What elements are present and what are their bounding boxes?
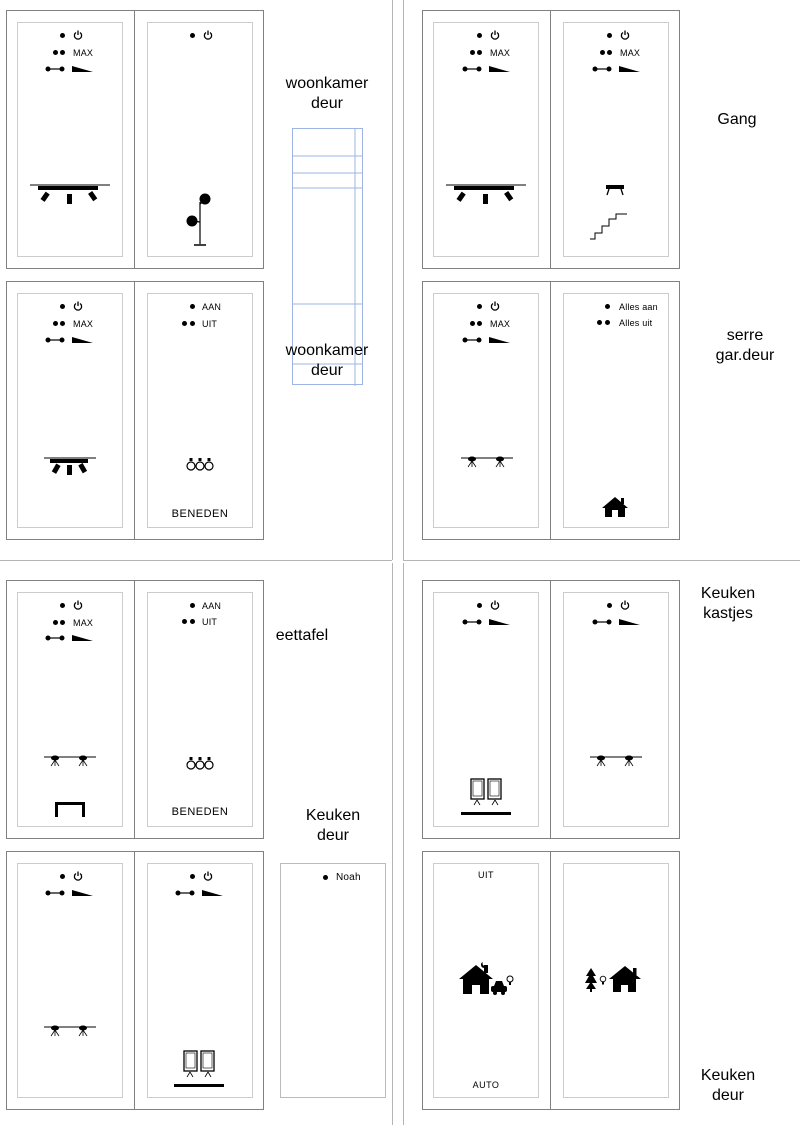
uit-label: UIT bbox=[202, 319, 218, 329]
vertical-divider-right bbox=[403, 0, 404, 560]
cabinet-icon bbox=[174, 1050, 224, 1090]
panel-split bbox=[134, 10, 135, 269]
gang-label: Gang bbox=[717, 111, 757, 128]
aan-label: AAN bbox=[202, 302, 222, 312]
panel-split bbox=[550, 10, 551, 269]
garden-house-icon bbox=[585, 965, 643, 993]
vertical-divider-bottom bbox=[392, 563, 393, 1125]
house-icon bbox=[601, 496, 629, 518]
switch-inner-left[interactable] bbox=[17, 592, 123, 827]
panel-split bbox=[134, 281, 135, 540]
spot-pair-icon bbox=[44, 1024, 96, 1038]
dimmer-icon bbox=[462, 617, 512, 627]
panel-split bbox=[550, 580, 551, 839]
uit-caption: UIT bbox=[478, 870, 494, 880]
max-label: MAX bbox=[73, 48, 94, 58]
house-car-icon bbox=[458, 960, 516, 996]
dimmer-icon bbox=[45, 633, 95, 643]
panel-split bbox=[134, 851, 135, 1110]
track-spotlights-icon bbox=[44, 455, 96, 479]
max-label: MAX bbox=[73, 618, 94, 628]
alles-uit-label: Alles uit bbox=[619, 318, 653, 328]
horizontal-divider-right bbox=[403, 560, 800, 561]
dimmer-icon bbox=[462, 335, 512, 345]
uit-label: UIT bbox=[202, 617, 218, 627]
noah-label: Noah bbox=[336, 872, 361, 883]
eettafel-label: eettafel bbox=[275, 627, 329, 644]
auto-caption: AUTO bbox=[472, 1080, 500, 1090]
panel-split bbox=[550, 851, 551, 1110]
keuken-deur-label-left: Keuken deur bbox=[305, 807, 361, 844]
switch-inner-right[interactable] bbox=[147, 592, 253, 827]
max-label: MAX bbox=[490, 48, 511, 58]
aan-label: AAN bbox=[202, 601, 222, 611]
spot-pair-icon bbox=[44, 754, 96, 768]
floor-lamp-icon bbox=[185, 192, 215, 248]
keuken-deur-label-right: Keuken deur bbox=[700, 1067, 756, 1104]
max-label: MAX bbox=[73, 319, 94, 329]
panel-split bbox=[550, 281, 551, 540]
bulbs-icon bbox=[186, 756, 214, 770]
switch-inner-left[interactable] bbox=[433, 293, 539, 528]
track-spotlights-icon bbox=[446, 182, 526, 208]
cabinet-icon bbox=[461, 778, 511, 818]
stairs-light-icon bbox=[604, 184, 626, 196]
bulbs-icon bbox=[186, 457, 214, 471]
vertical-divider bbox=[392, 0, 393, 560]
dimmer-icon bbox=[592, 617, 642, 627]
dimmer-icon bbox=[462, 64, 512, 74]
max-label: MAX bbox=[620, 48, 641, 58]
switch-inner-right[interactable] bbox=[147, 293, 253, 528]
woonkamer-deur-label-bottom: woonkamer deur bbox=[285, 342, 369, 379]
spot-pair-icon bbox=[461, 455, 513, 469]
switch-inner-left[interactable] bbox=[17, 863, 123, 1098]
dimmer-icon bbox=[592, 64, 642, 74]
keuken-kastjes-label: Keuken kastjes bbox=[700, 585, 756, 622]
switch-inner-left[interactable] bbox=[17, 293, 123, 528]
switch-inner-left[interactable] bbox=[433, 22, 539, 257]
switch-inner-left[interactable] bbox=[17, 22, 123, 257]
serre-gar-deur-label: serre gar.deur bbox=[715, 327, 775, 364]
vertical-divider-bottom-right bbox=[403, 563, 404, 1125]
spot-pair-icon bbox=[590, 754, 642, 768]
single-switch-panel bbox=[280, 863, 386, 1098]
panel-split bbox=[134, 580, 135, 839]
switch-inner-right[interactable] bbox=[563, 293, 669, 528]
alles-aan-label: Alles aan bbox=[619, 302, 658, 312]
woonkamer-deur-label-top: woonkamer deur bbox=[285, 75, 369, 112]
horizontal-divider bbox=[0, 560, 392, 561]
beneden-caption: BENEDEN bbox=[171, 508, 229, 520]
dimmer-icon bbox=[175, 888, 225, 898]
beneden-caption: BENEDEN bbox=[171, 806, 229, 818]
table-icon bbox=[55, 802, 85, 818]
dimmer-icon bbox=[45, 335, 95, 345]
track-spotlights-icon bbox=[30, 182, 110, 208]
max-label: MAX bbox=[490, 319, 511, 329]
stairs-icon bbox=[590, 213, 628, 240]
switch-inner-right[interactable] bbox=[563, 592, 669, 827]
dimmer-icon bbox=[45, 888, 95, 898]
